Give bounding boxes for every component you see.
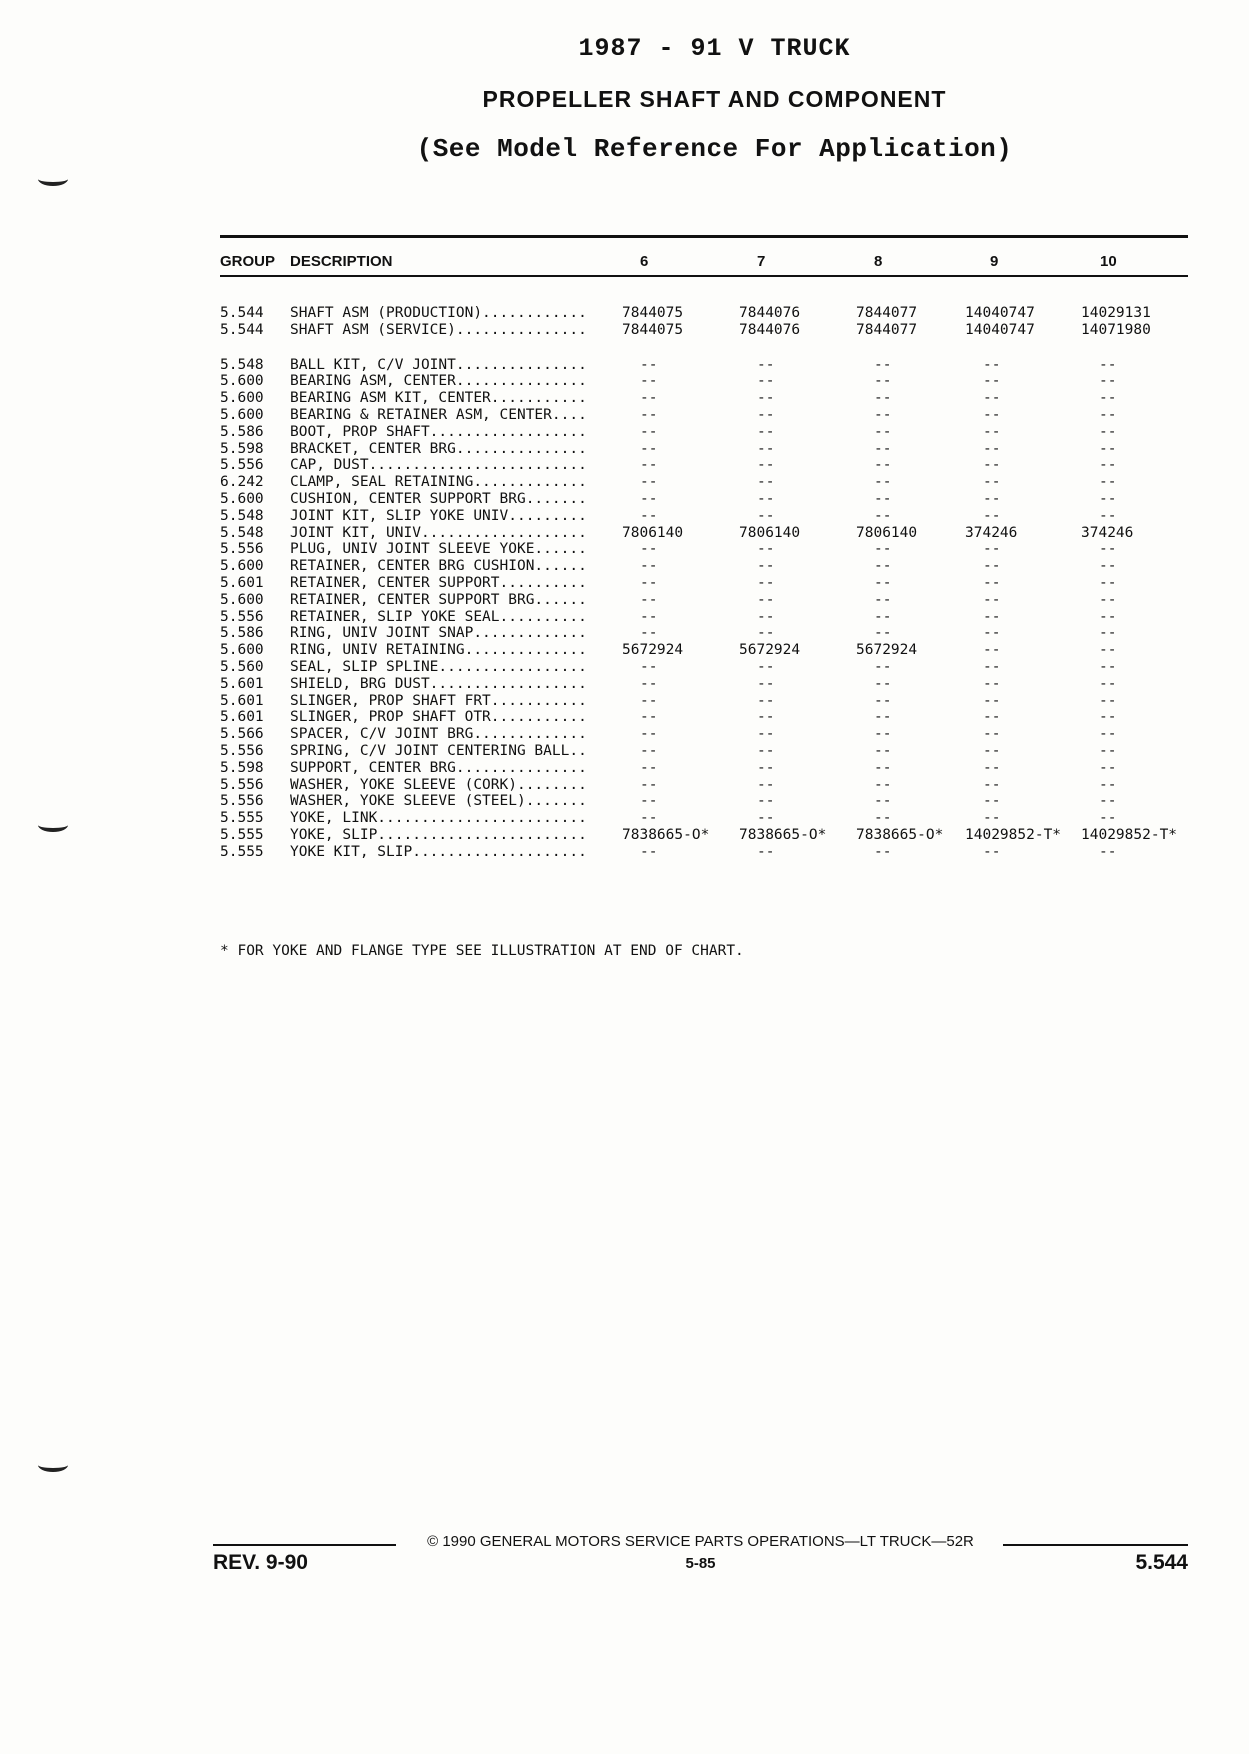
part-number-cell-10: -- (1099, 726, 1117, 743)
part-number-cell-6: 5672924 (622, 642, 684, 659)
title-line-2: PROPELLER SHAFT AND COMPONENT (482, 86, 947, 112)
part-number-cell-8: -- (874, 692, 892, 709)
parts-table-body (0, 305, 1249, 861)
part-number-cell-10: -- (1099, 440, 1117, 457)
part-number-cell-9: -- (983, 642, 1001, 659)
part-number-cell-10: 374246 (1081, 524, 1134, 541)
table-row (0, 558, 1249, 575)
part-number-cell-8: -- (874, 474, 892, 491)
description-cell: SUPPORT, CENTER BRG............... (290, 759, 587, 776)
group-cell: 5.600 (220, 390, 264, 407)
part-number-cell-7: -- (757, 591, 775, 608)
table-row (0, 390, 1249, 407)
part-number-cell-6: -- (640, 440, 658, 457)
part-number-cell-7: -- (757, 726, 775, 743)
part-number-cell-9: -- (983, 457, 1001, 474)
group-cell: 5.548 (220, 524, 264, 541)
group-cell: 5.556 (220, 742, 264, 759)
header-description: DESCRIPTION (290, 253, 393, 270)
group-cell: 5.586 (220, 423, 264, 440)
part-number-cell-9: -- (983, 406, 1001, 423)
group-cell: 5.598 (220, 440, 264, 457)
part-number-cell-10: -- (1099, 541, 1117, 558)
description-cell: RETAINER, CENTER SUPPORT.......... (290, 574, 587, 591)
binder-hole-mark (38, 1458, 68, 1472)
part-number-cell-9: 374246 (965, 524, 1018, 541)
part-number-cell-8: -- (874, 423, 892, 440)
part-number-cell-7: -- (757, 356, 775, 373)
table-row (0, 659, 1249, 676)
table-row (0, 625, 1249, 642)
part-number-cell-7: -- (757, 541, 775, 558)
part-number-cell-7: -- (757, 406, 775, 423)
part-number-cell-9: 14029852-T* (965, 826, 1062, 843)
part-number-cell-8: -- (874, 843, 892, 860)
description-cell: RING, UNIV JOINT SNAP............. (290, 625, 587, 642)
part-number-cell-7: -- (757, 574, 775, 591)
part-number-cell-7: -- (757, 440, 775, 457)
part-number-cell-10: -- (1099, 390, 1117, 407)
part-number-cell-7: -- (757, 507, 775, 524)
part-number-cell-7: -- (757, 608, 775, 625)
description-cell: RING, UNIV RETAINING.............. (290, 642, 587, 659)
part-number-cell-10: -- (1099, 625, 1117, 642)
table-row (0, 592, 1249, 609)
part-number-cell-6: -- (640, 759, 658, 776)
description-cell: PLUG, UNIV JOINT SLEEVE YOKE...... (290, 541, 587, 558)
part-number-cell-10: -- (1099, 474, 1117, 491)
part-number-cell-10: -- (1099, 457, 1117, 474)
part-number-cell-6: -- (640, 507, 658, 524)
part-number-cell-7: -- (757, 810, 775, 827)
part-number-cell-6: -- (640, 709, 658, 726)
part-number-cell-9: -- (983, 356, 1001, 373)
part-number-cell-6: -- (640, 591, 658, 608)
part-number-cell-8: -- (874, 608, 892, 625)
group-cell: 5.598 (220, 759, 264, 776)
group-cell: 5.556 (220, 793, 264, 810)
description-cell: BEARING ASM KIT, CENTER........... (290, 390, 587, 407)
part-number-cell-8: 5672924 (856, 642, 918, 659)
part-number-cell-6: -- (640, 810, 658, 827)
part-number-cell-10: -- (1099, 608, 1117, 625)
group-cell: 5.556 (220, 457, 264, 474)
group-cell: 5.601 (220, 709, 264, 726)
part-number-cell-6: -- (640, 776, 658, 793)
part-number-cell-8: -- (874, 558, 892, 575)
part-number-cell-6: -- (640, 843, 658, 860)
header-bottom-rule (220, 275, 1188, 277)
table-row (0, 844, 1249, 861)
group-cell: 5.560 (220, 658, 264, 675)
part-number-cell-9: -- (983, 608, 1001, 625)
part-number-cell-10: -- (1099, 759, 1117, 776)
description-cell: WASHER, YOKE SLEEVE (CORK)........ (290, 776, 587, 793)
part-number-cell-9: -- (983, 541, 1001, 558)
table-row (0, 743, 1249, 760)
part-number-cell-10: -- (1099, 793, 1117, 810)
footnote: * FOR YOKE AND FLANGE TYPE SEE ILLUSTRATION AT END OF CHART. (220, 943, 744, 959)
description-cell: RETAINER, CENTER SUPPORT BRG...... (290, 591, 587, 608)
part-number-cell-8: -- (874, 742, 892, 759)
part-number-cell-8: -- (874, 440, 892, 457)
part-number-cell-7: -- (757, 625, 775, 642)
table-row (0, 357, 1249, 374)
part-number-cell-9: -- (983, 776, 1001, 793)
part-number-cell-10: -- (1099, 658, 1117, 675)
part-number-cell-10: -- (1099, 591, 1117, 608)
title-line-1: 1987 - 91 V TRUCK (578, 34, 851, 63)
part-number-cell-9: -- (983, 709, 1001, 726)
part-number-cell-7: -- (757, 843, 775, 860)
part-number-cell-7: -- (757, 658, 775, 675)
part-number-cell-8: 7844077 (856, 305, 918, 321)
part-number-cell-9: -- (983, 507, 1001, 524)
part-number-cell-9: -- (983, 742, 1001, 759)
part-number-cell-8: -- (874, 507, 892, 524)
part-number-cell-9: -- (983, 658, 1001, 675)
part-number-cell-7: -- (757, 390, 775, 407)
table-row (0, 693, 1249, 710)
part-number-cell-6: -- (640, 390, 658, 407)
group-cell: 5.600 (220, 642, 264, 659)
table-row (0, 575, 1249, 592)
part-number-cell-10: -- (1099, 423, 1117, 440)
part-number-cell-8: -- (874, 356, 892, 373)
description-cell: JOINT KIT, UNIV................... (290, 524, 587, 541)
part-number-cell-10: -- (1099, 356, 1117, 373)
header-col-7: 7 (757, 253, 766, 270)
binder-hole-mark (38, 818, 68, 832)
description-cell: SEAL, SLIP SPLINE................. (290, 658, 587, 675)
part-number-cell-8: -- (874, 574, 892, 591)
part-number-cell-8: -- (874, 591, 892, 608)
header-col-9: 9 (990, 253, 999, 270)
part-number-cell-7: 7806140 (739, 524, 801, 541)
part-number-cell-10: -- (1099, 742, 1117, 759)
description-cell: SHAFT ASM (SERVICE)............... (290, 321, 587, 338)
part-number-cell-8: -- (874, 490, 892, 507)
part-number-cell-9: -- (983, 759, 1001, 776)
group-cell: 6.242 (220, 474, 264, 491)
part-number-cell-10: 14029852-T* (1081, 826, 1178, 843)
binder-hole-mark (38, 172, 68, 186)
part-number-cell-7: 7838665-O* (739, 826, 827, 843)
footer-revision: REV. 9-90 (213, 1551, 308, 1574)
part-number-cell-8: -- (874, 726, 892, 743)
part-number-cell-7: -- (757, 692, 775, 709)
part-number-cell-10: -- (1099, 843, 1117, 860)
description-cell: YOKE, SLIP........................ (290, 826, 587, 843)
table-row (0, 441, 1249, 458)
title-line-3: (See Model Reference For Application) (416, 134, 1013, 164)
part-number-cell-7: -- (757, 759, 775, 776)
table-row (0, 457, 1249, 474)
part-number-cell-8: -- (874, 406, 892, 423)
part-number-cell-6: -- (640, 474, 658, 491)
description-cell: SLINGER, PROP SHAFT FRT........... (290, 692, 587, 709)
part-number-cell-8: -- (874, 675, 892, 692)
part-number-cell-8: -- (874, 658, 892, 675)
table-row (0, 709, 1249, 726)
part-number-cell-9: -- (983, 574, 1001, 591)
table-row (0, 609, 1249, 626)
part-number-cell-8: 7838665-O* (856, 826, 944, 843)
part-number-cell-6: -- (640, 625, 658, 642)
part-number-cell-8: -- (874, 373, 892, 390)
part-number-cell-10: -- (1099, 692, 1117, 709)
table-row (0, 726, 1249, 743)
part-number-cell-9: -- (983, 793, 1001, 810)
group-cell: 5.600 (220, 406, 264, 423)
footer-page-number: 5-85 (685, 1555, 716, 1572)
part-number-cell-6: -- (640, 356, 658, 373)
part-number-cell-8: 7806140 (856, 524, 918, 541)
table-row (0, 424, 1249, 441)
part-number-cell-9: 14040747 (965, 305, 1035, 321)
table-row (0, 508, 1249, 525)
description-cell: CAP, DUST......................... (290, 457, 587, 474)
part-number-cell-7: 7844076 (739, 305, 801, 321)
part-number-cell-6: 7838665-O* (622, 826, 710, 843)
part-number-cell-9: -- (983, 843, 1001, 860)
part-number-cell-8: -- (874, 541, 892, 558)
part-number-cell-7: -- (757, 776, 775, 793)
description-cell: SLINGER, PROP SHAFT OTR........... (290, 709, 587, 726)
part-number-cell-7: -- (757, 423, 775, 440)
part-number-cell-6: -- (640, 541, 658, 558)
part-number-cell-8: -- (874, 457, 892, 474)
group-cell: 5.556 (220, 608, 264, 625)
group-cell: 5.555 (220, 810, 264, 827)
table-row (0, 305, 1249, 322)
footer-rule-right (1003, 1544, 1188, 1546)
part-number-cell-8: 7844077 (856, 321, 918, 338)
part-number-cell-9: -- (983, 490, 1001, 507)
description-cell: YOKE KIT, SLIP.................... (290, 843, 587, 860)
description-cell: CUSHION, CENTER SUPPORT BRG....... (290, 490, 587, 507)
part-number-cell-7: -- (757, 558, 775, 575)
part-number-cell-9: -- (983, 591, 1001, 608)
part-number-cell-9: -- (983, 373, 1001, 390)
description-cell: BEARING ASM, CENTER............... (290, 373, 587, 390)
part-number-cell-8: -- (874, 810, 892, 827)
description-cell: SPACER, C/V JOINT BRG............. (290, 726, 587, 743)
part-number-cell-6: -- (640, 675, 658, 692)
group-cell: 5.548 (220, 356, 264, 373)
part-number-cell-6: 7844075 (622, 305, 684, 321)
part-number-cell-10: 14071980 (1081, 321, 1151, 338)
description-cell: CLAMP, SEAL RETAINING............. (290, 474, 587, 491)
table-row (0, 474, 1249, 491)
description-cell: BRACKET, CENTER BRG............... (290, 440, 587, 457)
group-cell: 5.600 (220, 490, 264, 507)
part-number-cell-9: -- (983, 675, 1001, 692)
part-number-cell-9: -- (983, 440, 1001, 457)
part-number-cell-7: -- (757, 709, 775, 726)
table-row (0, 642, 1249, 659)
part-number-cell-9: -- (983, 423, 1001, 440)
part-number-cell-6: -- (640, 692, 658, 709)
group-cell: 5.555 (220, 826, 264, 843)
group-cell: 5.600 (220, 591, 264, 608)
part-number-cell-10: -- (1099, 406, 1117, 423)
part-number-cell-9: -- (983, 692, 1001, 709)
part-number-cell-9: -- (983, 558, 1001, 575)
group-cell: 5.556 (220, 776, 264, 793)
table-row (0, 322, 1249, 339)
table-row (0, 827, 1249, 844)
part-number-cell-10: -- (1099, 810, 1117, 827)
table-row (0, 491, 1249, 508)
table-row (0, 525, 1249, 542)
part-number-cell-6: 7844075 (622, 321, 684, 338)
part-number-cell-10: -- (1099, 507, 1117, 524)
part-number-cell-6: -- (640, 490, 658, 507)
part-number-cell-10: -- (1099, 574, 1117, 591)
part-number-cell-10: -- (1099, 373, 1117, 390)
part-number-cell-8: -- (874, 759, 892, 776)
table-row (0, 793, 1249, 810)
header-group: GROUP (220, 253, 276, 270)
part-number-cell-6: -- (640, 406, 658, 423)
part-number-cell-7: -- (757, 675, 775, 692)
group-cell: 5.544 (220, 305, 264, 321)
part-number-cell-10: 14029131 (1081, 305, 1151, 321)
group-cell: 5.548 (220, 507, 264, 524)
table-row (0, 373, 1249, 390)
part-number-cell-7: -- (757, 793, 775, 810)
part-number-cell-8: -- (874, 709, 892, 726)
part-number-cell-10: -- (1099, 490, 1117, 507)
part-number-cell-6: -- (640, 373, 658, 390)
header-col-8: 8 (874, 253, 883, 270)
part-number-cell-9: -- (983, 810, 1001, 827)
part-number-cell-6: -- (640, 726, 658, 743)
part-number-cell-7: 5672924 (739, 642, 801, 659)
group-cell: 5.601 (220, 574, 264, 591)
description-cell: RETAINER, SLIP YOKE SEAL.......... (290, 608, 587, 625)
part-number-cell-9: -- (983, 390, 1001, 407)
part-number-cell-7: -- (757, 474, 775, 491)
part-number-cell-6: -- (640, 558, 658, 575)
table-row (0, 541, 1249, 558)
group-cell: 5.586 (220, 625, 264, 642)
part-number-cell-10: -- (1099, 642, 1117, 659)
page-footer (213, 1525, 1188, 1575)
group-cell: 5.566 (220, 726, 264, 743)
part-number-cell-7: -- (757, 490, 775, 507)
part-number-cell-9: -- (983, 625, 1001, 642)
part-number-cell-9: 14040747 (965, 321, 1035, 338)
part-number-cell-7: -- (757, 457, 775, 474)
part-number-cell-8: -- (874, 390, 892, 407)
description-cell: YOKE, LINK........................ (290, 810, 587, 827)
description-cell: BEARING & RETAINER ASM, CENTER.... (290, 406, 587, 423)
group-cell: 5.601 (220, 692, 264, 709)
part-number-cell-6: -- (640, 457, 658, 474)
description-cell: SHIELD, BRG DUST.................. (290, 675, 587, 692)
header-col-10: 10 (1100, 253, 1117, 270)
group-cell: 5.600 (220, 558, 264, 575)
description-cell: SPRING, C/V JOINT CENTERING BALL.. (290, 742, 587, 759)
table-row (0, 407, 1249, 424)
part-number-cell-7: -- (757, 742, 775, 759)
part-number-cell-6: -- (640, 793, 658, 810)
part-number-cell-10: -- (1099, 776, 1117, 793)
description-cell: RETAINER, CENTER BRG CUSHION...... (290, 558, 587, 575)
part-number-cell-8: -- (874, 793, 892, 810)
part-number-cell-6: 7806140 (622, 524, 684, 541)
part-number-cell-10: -- (1099, 675, 1117, 692)
table-top-rule (220, 235, 1188, 238)
group-cell: 5.556 (220, 541, 264, 558)
footer-section-number: 5.544 (1135, 1551, 1188, 1574)
description-cell: BOOT, PROP SHAFT.................. (290, 423, 587, 440)
part-number-cell-6: -- (640, 423, 658, 440)
part-number-cell-8: -- (874, 625, 892, 642)
group-cell: 5.600 (220, 373, 264, 390)
group-cell: 5.544 (220, 321, 264, 338)
part-number-cell-9: -- (983, 726, 1001, 743)
part-number-cell-6: -- (640, 608, 658, 625)
part-number-cell-8: -- (874, 776, 892, 793)
group-cell: 5.555 (220, 843, 264, 860)
table-row (0, 810, 1249, 827)
description-cell: BALL KIT, C/V JOINT............... (290, 356, 587, 373)
table-row (0, 676, 1249, 693)
part-number-cell-7: 7844076 (739, 321, 801, 338)
part-number-cell-7: -- (757, 373, 775, 390)
part-number-cell-10: -- (1099, 709, 1117, 726)
part-number-cell-6: -- (640, 574, 658, 591)
description-cell: SHAFT ASM (PRODUCTION)............ (290, 305, 587, 321)
footer-copyright: © 1990 GENERAL MOTORS SERVICE PARTS OPERATIONS—LT TRUCK—52R (427, 1533, 974, 1550)
header-col-6: 6 (640, 253, 649, 270)
group-cell: 5.601 (220, 675, 264, 692)
part-number-cell-6: -- (640, 742, 658, 759)
description-cell: WASHER, YOKE SLEEVE (STEEL)....... (290, 793, 587, 810)
part-number-cell-9: -- (983, 474, 1001, 491)
table-row (0, 760, 1249, 777)
part-number-cell-6: -- (640, 658, 658, 675)
table-row (0, 777, 1249, 794)
description-cell: JOINT KIT, SLIP YOKE UNIV......... (290, 507, 587, 524)
part-number-cell-10: -- (1099, 558, 1117, 575)
